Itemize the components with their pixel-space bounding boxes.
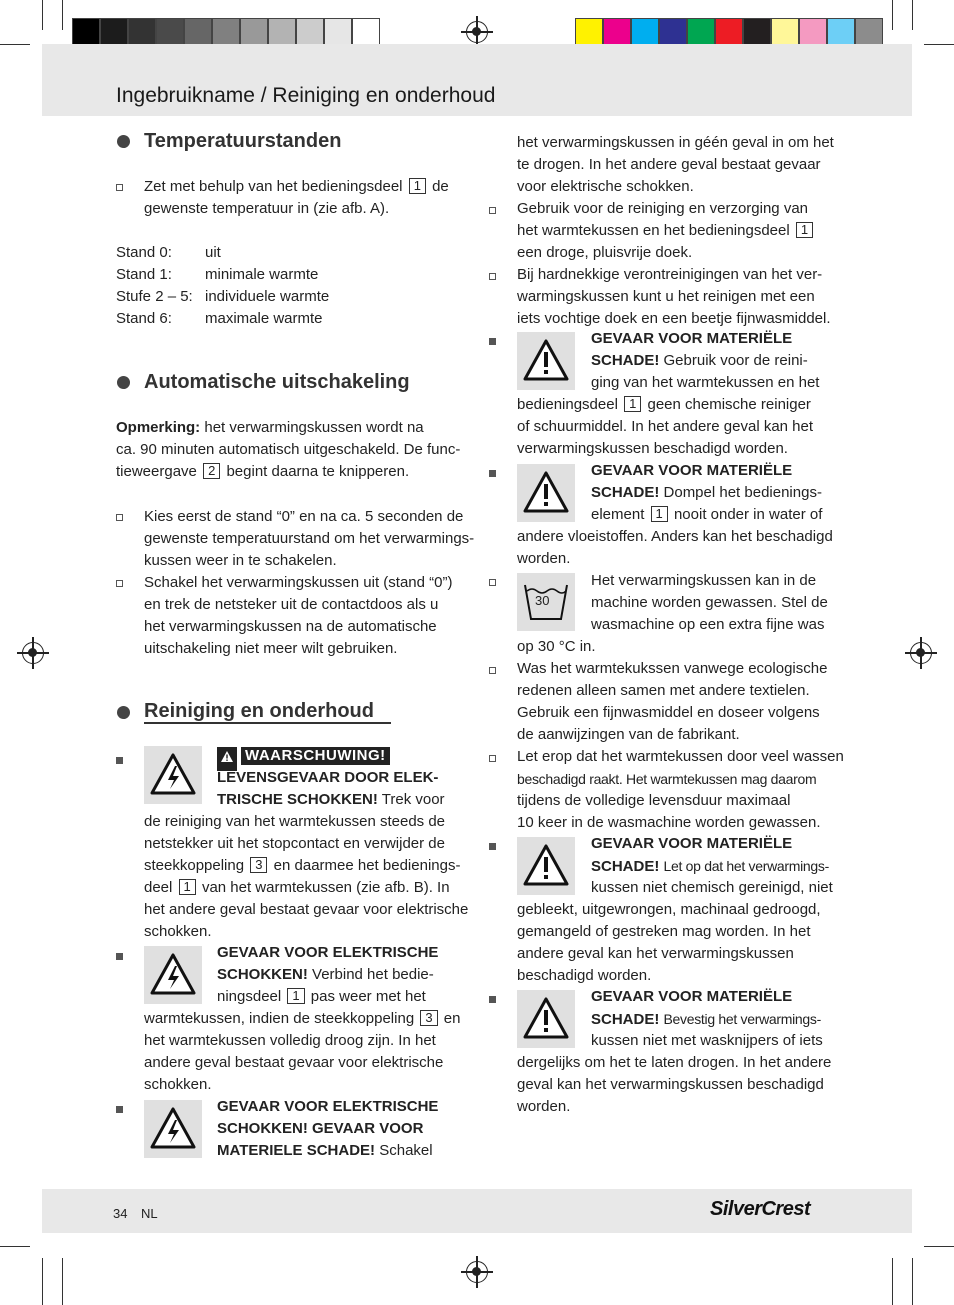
- registration-mark-icon: [22, 642, 44, 664]
- electric-hazard-icon: [144, 746, 202, 804]
- paragraph-line: en trek de netsteker uit de contactdoos als u: [144, 596, 439, 613]
- section-bullet-icon: [117, 706, 130, 719]
- warning-heading: GEVAAR VOOR MATERIËLE: [591, 835, 793, 852]
- color-swatch: [352, 18, 380, 46]
- color-swatch: [771, 18, 799, 46]
- paragraph-line: andere geval kan het verwarmingskussen: [517, 945, 794, 962]
- registration-mark-icon: [466, 21, 488, 43]
- color-swatch: [855, 18, 883, 46]
- paragraph-line: redenen alleen samen met andere textielen.: [517, 682, 810, 699]
- paragraph-line: gemangeld of gestreken mag worden. In het: [517, 923, 811, 940]
- paragraph-line: worden.: [517, 1098, 571, 1115]
- paragraph-line: SCHADE! Gebruik voor de reini-: [591, 352, 808, 369]
- paragraph-line: SCHADE! Let op dat het verwarmings-: [591, 858, 829, 875]
- checkbox-bullet-icon: [116, 184, 123, 191]
- paragraph-line: gewenste temperatuurstand om het verwarmings-: [144, 530, 475, 547]
- paragraph-line: deel 1 van het warmtekussen (zie afb. B). In: [144, 879, 450, 896]
- color-swatch: [296, 18, 324, 46]
- stand-label: Stand 0:: [116, 244, 172, 261]
- warning-heading: GEVAAR VOOR MATERIËLE: [591, 988, 793, 1005]
- color-swatch: [268, 18, 296, 46]
- title-underline: [144, 722, 391, 724]
- color-swatch: [715, 18, 743, 46]
- checkbox-bullet-icon: [116, 580, 123, 587]
- square-bullet-icon: [489, 338, 496, 345]
- paragraph-line: ging van het warmtekussen en het: [591, 374, 820, 391]
- paragraph-line: Bij hardnekkige verontreinigingen van het ver-: [517, 266, 823, 283]
- paragraph-line: Opmerking: het verwarmingskussen wordt na: [116, 419, 424, 436]
- warning-triangle-icon: [517, 464, 575, 522]
- color-swatch: [100, 18, 128, 46]
- wash-30-icon: 30: [517, 573, 575, 631]
- paragraph-line: te drogen. In het andere geval bestaat gevaar: [517, 156, 821, 173]
- paragraph-line: Schakel het verwarmingskussen uit (stand “0”): [144, 574, 453, 591]
- paragraph-line: beschadigd raakt. Het warmtekussen mag daarom: [517, 771, 817, 787]
- paragraph-line: warmtekussen, indien de steekkoppeling 3 en: [144, 1010, 461, 1027]
- electric-hazard-icon: [144, 946, 202, 1004]
- stand-value: uit: [205, 244, 221, 261]
- paragraph-line: Let erop dat het warmtekussen door veel wassen: [517, 748, 844, 765]
- color-swatch: [324, 18, 352, 46]
- section-title-temperatuurstanden: Temperatuurstanden: [144, 130, 342, 152]
- paragraph-line: het andere geval bestaat gevaar voor elektrische: [144, 901, 469, 918]
- color-swatch: [156, 18, 184, 46]
- stand-label: Stand 6:: [116, 310, 172, 327]
- color-swatch: [659, 18, 687, 46]
- paragraph-line: Zet met behulp van het bedieningsdeel 1 de: [144, 178, 449, 195]
- paragraph-line: voor elektrische schokken.: [517, 178, 694, 195]
- checkbox-bullet-icon: [489, 273, 496, 280]
- paragraph-line: of schuurmiddel. In het andere geval kan het: [517, 418, 814, 435]
- paragraph-line: het verwarmingskussen na de automatische: [144, 618, 437, 635]
- paragraph-line: het verwarmingskussen in géén geval in om het: [517, 134, 834, 151]
- warning-triangle-icon: [517, 990, 575, 1048]
- warning-heading: GEVAAR VOOR MATERIËLE: [591, 462, 793, 479]
- paragraph-line: op 30 °C in.: [517, 638, 596, 655]
- paragraph-line: andere vloeistoffen. Anders kan het beschadigd: [517, 528, 833, 545]
- paragraph-line: Gebruik voor de reiniging en verzorging van: [517, 200, 808, 217]
- paragraph-line: kussen niet chemisch gereinigd, niet: [591, 879, 833, 896]
- stand-label: Stand 1:: [116, 266, 172, 283]
- warning-heading: GEVAAR VOOR MATERIËLE: [591, 330, 793, 347]
- electric-hazard-icon: [144, 1100, 202, 1158]
- warning-heading: SCHOKKEN! GEVAAR VOOR: [217, 1120, 424, 1137]
- paragraph-line: kussen niet met wasknijpers of iets: [591, 1032, 823, 1049]
- paragraph-line: MATERIELE SCHADE! Schakel: [217, 1142, 433, 1159]
- paragraph-line: TRISCHE SCHOKKEN! Trek voor: [217, 791, 445, 808]
- square-bullet-icon: [116, 757, 123, 764]
- checkbox-bullet-icon: [489, 755, 496, 762]
- stand-label: Stufe 2 – 5:: [116, 288, 193, 305]
- paragraph-line: 10 keer in de wasmachine worden gewassen.: [517, 814, 821, 831]
- warning-triangle-icon: [517, 332, 575, 390]
- paragraph-line: gewenste temperatuur in (zie afb. A).: [144, 200, 390, 217]
- paragraph-line: SCHADE! Dompel het bedienings-: [591, 484, 822, 501]
- stand-value: maximale warmte: [205, 310, 323, 327]
- square-bullet-icon: [489, 843, 496, 850]
- checkbox-bullet-icon: [489, 579, 496, 586]
- warning-heading: GEVAAR VOOR ELEKTRISCHE: [217, 944, 439, 961]
- color-swatch: [240, 18, 268, 46]
- paragraph-line: iets vochtige doek en een beetje fijnwasmiddel.: [517, 310, 831, 327]
- paragraph-line: bedieningsdeel 1 geen chemische reiniger: [517, 396, 811, 413]
- section-title-reiniging: Reiniging en onderhoud: [144, 700, 374, 722]
- checkbox-bullet-icon: [116, 514, 123, 521]
- square-bullet-icon: [489, 996, 496, 1003]
- registration-mark-icon: [910, 642, 932, 664]
- color-swatch: [184, 18, 212, 46]
- paragraph-line: de aanwijzingen van de fabrikant.: [517, 726, 740, 743]
- square-bullet-icon: [116, 1106, 123, 1113]
- paragraph-line: SCHADE! Bevestig het verwarmings-: [591, 1011, 821, 1028]
- paragraph-line: machine worden gewassen. Stel de: [591, 594, 828, 611]
- paragraph-line: het warmtekussen volledig droog zijn. In het: [144, 1032, 436, 1049]
- section-title-automatische-uitschakeling: Automatische uitschakeling: [144, 371, 410, 393]
- paragraph-line: element 1 nooit onder in water of: [591, 506, 823, 523]
- paragraph-line: uitschakeling niet meer wilt gebruiken.: [144, 640, 398, 657]
- color-swatch: [603, 18, 631, 46]
- warning-heading: GEVAAR VOOR ELEKTRISCHE: [217, 1098, 439, 1115]
- stand-value: individuele warmte: [205, 288, 330, 305]
- paragraph-line: wasmachine op een extra fijne was: [591, 616, 825, 633]
- color-swatch: [631, 18, 659, 46]
- color-swatch: [687, 18, 715, 46]
- paragraph-line: schokken.: [144, 923, 212, 940]
- color-swatch: [827, 18, 855, 46]
- paragraph-line: tijdens de volledige levensduur maximaal: [517, 792, 791, 809]
- paragraph-line: Kies eerst de stand “0” en na ca. 5 seconden de: [144, 508, 464, 525]
- paragraph-line: gebleekt, uitgewrongen, machinaal gedroogd,: [517, 901, 821, 918]
- paragraph-line: verwarmingskussen beschadigd worden.: [517, 440, 788, 457]
- color-swatch: [72, 18, 100, 46]
- checkbox-bullet-icon: [489, 207, 496, 214]
- color-swatch: [212, 18, 240, 46]
- paragraph-line: de reiniging van het warmtekussen steeds de: [144, 813, 446, 830]
- section-bullet-icon: [117, 135, 130, 148]
- page-title: Ingebruikname / Reiniging en onderhoud: [116, 84, 496, 107]
- paragraph-line: warmingskussen kunt u het reinigen met een: [517, 288, 815, 305]
- paragraph-line: netstekker uit het stopcontact en verwijder de: [144, 835, 445, 852]
- paragraph-line: worden.: [517, 550, 571, 567]
- warning-badge: WAARSCHUWING!: [217, 745, 390, 771]
- page-number: 34: [113, 1206, 128, 1221]
- paragraph-line: dergelijks om het te laten drogen. In het andere: [517, 1054, 832, 1071]
- paragraph-line: het warmtekussen en het bedieningsdeel 1: [517, 220, 815, 242]
- paragraph-line: Gebruik een fijnwasmiddel en doseer volgens: [517, 704, 820, 721]
- warning-triangle-icon: [517, 837, 575, 895]
- paragraph-line: steekkoppeling 3 en daarmee het bedienings-: [144, 857, 461, 874]
- paragraph-line: beschadigd worden.: [517, 967, 652, 984]
- square-bullet-icon: [116, 953, 123, 960]
- paragraph-line: een droge, pluisvrije doek.: [517, 244, 693, 261]
- registration-mark-icon: [466, 1261, 488, 1283]
- color-swatch: [743, 18, 771, 46]
- brand-logo: SilverCrest: [710, 1198, 811, 1220]
- section-bullet-icon: [117, 376, 130, 389]
- paragraph-line: andere geval bestaat gevaar voor elektrische: [144, 1054, 444, 1071]
- paragraph-line: ca. 90 minuten automatisch uitgeschakeld. De func-: [116, 441, 461, 458]
- paragraph-line: ningsdeel 1 pas weer met het: [217, 988, 426, 1005]
- color-swatch: [128, 18, 156, 46]
- paragraph-line: geval kan het verwarmingskussen beschadigd: [517, 1076, 824, 1093]
- paragraph-line: Was het warmtekukssen vanwege ecologische: [517, 660, 828, 677]
- stand-value: minimale warmte: [205, 266, 319, 283]
- language-code: NL: [141, 1206, 158, 1221]
- paragraph-line: SCHOKKEN! Verbind het bedie-: [217, 966, 434, 983]
- paragraph-line: Het verwarmingskussen kan in de: [591, 572, 817, 589]
- paragraph-line: tieweergave 2 begint daarna te knipperen.: [116, 463, 410, 480]
- warning-heading: LEVENSGEVAAR DOOR ELEK-: [217, 769, 439, 786]
- square-bullet-icon: [489, 470, 496, 477]
- color-swatch: [799, 18, 827, 46]
- checkbox-bullet-icon: [489, 667, 496, 674]
- paragraph-line: kussen weer in te schakelen.: [144, 552, 337, 569]
- color-swatch: [575, 18, 603, 46]
- paragraph-line: schokken.: [144, 1076, 212, 1093]
